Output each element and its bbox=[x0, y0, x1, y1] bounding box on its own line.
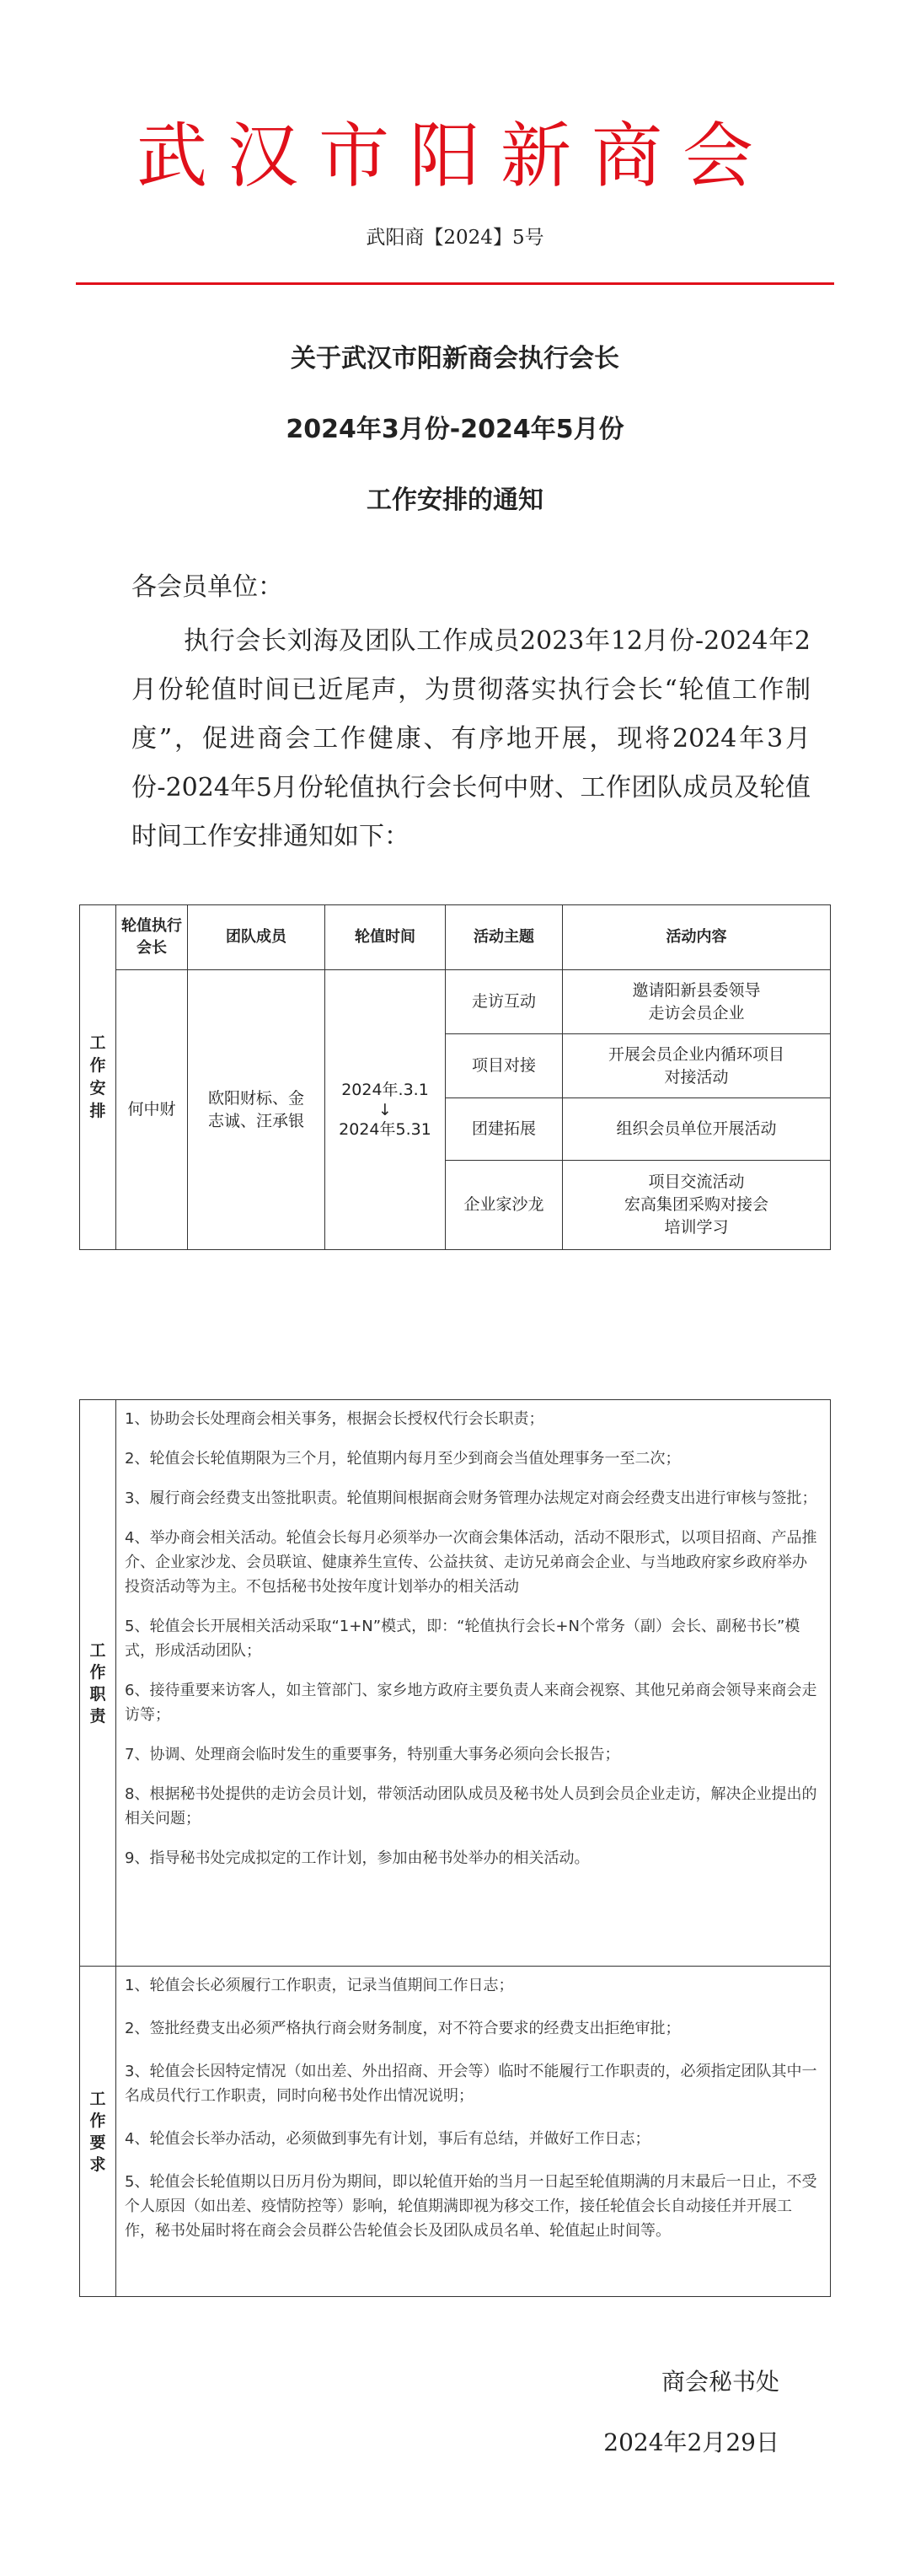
requirements-row bbox=[80, 1967, 831, 2297]
duty-item: 9、指导秘书处完成拟定的工作计划，参加由秘书处举办的相关活动。 bbox=[125, 1849, 590, 1867]
duty-item: 4、举办商会相关活动。轮值会长每月必须举办一次商会集体活动，活动不限形式，以项目招商、产品推介、企业家沙龙、会员联谊、健康养生宣传、公益扶贫、走访兄弟商会企业、与当地政府家乡政府举办投资活动等为主。不包括秘书处按年度计划举办的相关活动 bbox=[125, 1529, 817, 1596]
period-start: 2024年.3.1 bbox=[341, 1080, 429, 1099]
red-divider-line bbox=[76, 282, 834, 285]
activity-content: 组织会员单位开展活动 bbox=[563, 1098, 831, 1161]
period-arrow: ↓ bbox=[378, 1100, 392, 1119]
activity-content: 项目交流活动 宏高集团采购对接会 培训学习 bbox=[563, 1161, 831, 1250]
sign-date: 2024年2月29日 bbox=[603, 2428, 779, 2456]
period-end: 2024年5.31 bbox=[339, 1119, 431, 1139]
requirement-item: 2、签批经费支出必须严格执行商会财务制度，对不符合要求的经费支出拒绝审批； bbox=[125, 2020, 681, 2037]
document-number: 武阳商【2024】5号 bbox=[366, 227, 544, 249]
requirements-list bbox=[116, 1967, 831, 2297]
org-name-heading: 武汉市阳新商会 bbox=[136, 115, 774, 197]
header-content: 活动内容 bbox=[563, 905, 831, 970]
duty-item: 6、接待重要来访客人，如主管部门、家乡地方政府主要负责人来商会视察、其他兄弟商会领导来商会走访等； bbox=[125, 1682, 817, 1724]
duty-item: 7、协调、处理商会临时发生的重要事务，特别重大事务必须向会长报告； bbox=[125, 1746, 620, 1763]
activity-theme: 走访互动 bbox=[446, 970, 563, 1034]
requirement-item: 5、轮值会长轮值期以日历月份为期间，即以轮值开始的当月一日起至轮值期满的月末最后一日止，不受个人原因（如出差、疫情防控等）影响，轮值期满即视为移交工作，接任轮值会长自动接任并开展工作，秘书处届时将在商会会员群公告轮值会长及团队成员名单、轮值起止时间等。 bbox=[125, 2173, 817, 2240]
schedule-table bbox=[79, 904, 831, 1250]
requirement-item: 1、轮值会长必须履行工作职责，记录当值期间工作日志； bbox=[125, 1977, 514, 1994]
notice-title-line-1: 关于武汉市阳新商会执行会长 bbox=[291, 344, 619, 373]
signer: 商会秘书处 bbox=[661, 2368, 779, 2396]
requirements-section-label bbox=[80, 1967, 116, 2297]
notice-title-line-2: 2024年3月份-2024年5月份 bbox=[286, 415, 624, 444]
duties-table bbox=[79, 1399, 831, 1967]
duties-row bbox=[80, 1400, 831, 1967]
requirements-section-label-text: 工作要求 bbox=[89, 2089, 106, 2174]
duty-item: 3、履行商会经费支出签批职责。轮值期间根据商会财务管理办法规定对商会经费支出进行审核与签批； bbox=[125, 1489, 817, 1507]
activity-theme: 团建拓展 bbox=[446, 1098, 563, 1161]
duty-item: 8、根据秘书处提供的走访会员计划，带领活动团队成员及秘书处人员到会员企业走访，解决企业提出的相关问题； bbox=[125, 1785, 817, 1827]
activity-theme: 项目对接 bbox=[446, 1034, 563, 1098]
addressee: 各会员单位： bbox=[131, 572, 283, 602]
duty-item: 2、轮值会长轮值期限为三个月，轮值期内每月至少到商会当值处理事务一至二次； bbox=[125, 1450, 681, 1468]
schedule-section-label-text: 工作安排 bbox=[89, 1033, 106, 1120]
requirements-table bbox=[79, 1966, 831, 2297]
header-members: 团队成员 bbox=[188, 905, 325, 970]
duty-item: 5、轮值会长开展相关活动采取“1+N”模式，即：“轮值执行会长+N个常务（副）会长、副秘书长”模式，形成活动团队； bbox=[125, 1618, 800, 1660]
notice-title-line-3: 工作安排的通知 bbox=[367, 486, 543, 515]
requirement-item: 4、轮值会长举办活动，必须做到事先有计划，事后有总结，并做好工作日志； bbox=[125, 2130, 650, 2148]
schedule-header-row bbox=[80, 905, 831, 970]
team-members-text: 欧阳财标、金志诚、汪承银 bbox=[207, 1088, 304, 1130]
header-chair: 轮值执行会长 bbox=[116, 905, 188, 970]
duties-section-label bbox=[80, 1400, 116, 1967]
duties-list bbox=[116, 1400, 831, 1967]
duty-item: 1、协助会长处理商会相关事务，根据会长授权代行会长职责； bbox=[125, 1410, 544, 1428]
activity-content: 邀请阳新县委领导 走访会员企业 bbox=[563, 970, 831, 1034]
rotation-period bbox=[325, 970, 446, 1250]
chair-name: 何中财 bbox=[116, 970, 188, 1250]
requirement-item: 3、轮值会长因特定情况（如出差、外出招商、开会等）临时不能履行工作职责的，必须指定团队其中一名成员代行工作职责，同时向秘书处作出情况说明； bbox=[125, 2063, 817, 2105]
duties-section-label-text: 工作职责 bbox=[89, 1640, 106, 1725]
activity-content: 开展会员企业内循环项目 对接活动 bbox=[563, 1034, 831, 1098]
schedule-row bbox=[80, 970, 831, 1034]
body-paragraph: 执行会长刘海及团队工作成员2023年12月份-2024年2月份轮值时间已近尾声，为贯彻落实执行会长“轮值工作制度”，促进商会工作健康、有序地开展，现将2024年3月份-2024年5月份轮值执行会长何中财、工作团队成员及轮值时间工作安排通知如下： bbox=[131, 626, 811, 851]
team-members bbox=[188, 970, 325, 1250]
header-period: 轮值时间 bbox=[325, 905, 446, 970]
activity-theme: 企业家沙龙 bbox=[446, 1161, 563, 1250]
header-theme: 活动主题 bbox=[446, 905, 563, 970]
schedule-section-label bbox=[80, 905, 116, 1250]
